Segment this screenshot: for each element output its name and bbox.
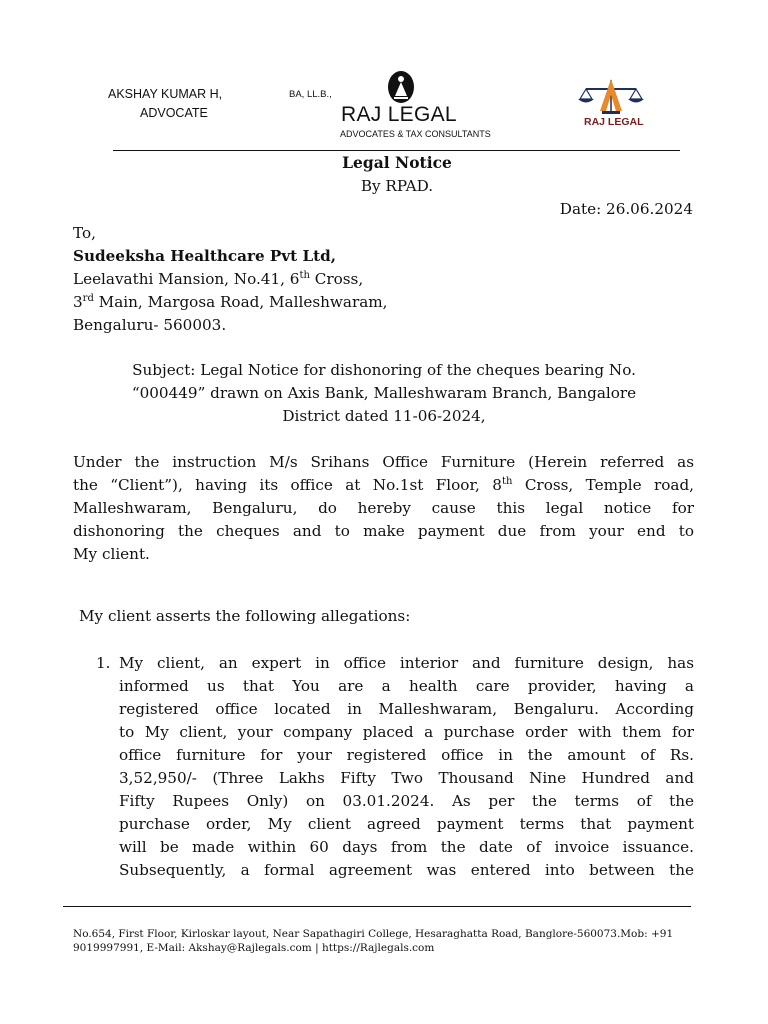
intro-line: Malleshwaram, Bengaluru, do hereby cause this legal notice for bbox=[73, 499, 694, 517]
firm-emblem-logo bbox=[385, 69, 417, 105]
allegation-line: informed us that You are a health care provider, having a bbox=[119, 677, 694, 695]
allegation-number: 1. bbox=[96, 654, 111, 672]
intro-paragraph bbox=[73, 451, 694, 566]
firm-name: RAJ LEGAL bbox=[341, 103, 457, 126]
footer-line-2: 9019997991, E-Mail: Akshay@Rajlegals.com | https://Rajlegals.com bbox=[73, 942, 435, 954]
allegation-line: will be made within 60 days from the date of invoice issuance. bbox=[119, 838, 694, 856]
subject-line-1: Subject: Legal Notice for dishonoring of the cheques bearing No. bbox=[132, 361, 636, 379]
intro-line: dishonoring the cheques and to make payment due from your end to bbox=[73, 522, 694, 540]
degree: BA, LL.B., bbox=[289, 89, 332, 100]
subject-line-2: “000449” drawn on Axis Bank, Malleshwaram Branch, Bangalore bbox=[131, 384, 637, 402]
allegation-line: Subsequently, a formal agreement was entered into between the bbox=[119, 861, 694, 879]
advocate-title: ADVOCATE bbox=[140, 106, 208, 120]
allegations-heading: My client asserts the following allegations: bbox=[79, 607, 411, 625]
footer-divider bbox=[63, 906, 691, 907]
recipient-address-line-2: 3rd Main, Margosa Road, Malleshwaram, bbox=[73, 292, 388, 311]
allegation-line: Fifty Rupees Only) on 03.01.2024. As per the terms of the bbox=[119, 792, 694, 810]
intro-line: Under the instruction M/s Srihans Office Furniture (Herein referred as bbox=[73, 453, 694, 471]
allegation-1-text bbox=[119, 652, 694, 882]
firm-tagline: ADVOCATES & TAX CONSULTANTS bbox=[340, 129, 491, 139]
footer-line-1: No.654, First Floor, Kirloskar layout, Near Sapathagiri College, Hesaraghatta Road, Banglore-560073.Mob: +91 bbox=[73, 928, 674, 940]
notice-title: Legal Notice bbox=[342, 153, 452, 172]
recipient-address-line-1: Leelavathi Mansion, No.41, 6th Cross, bbox=[73, 269, 364, 288]
allegation-line: My client, an expert in office interior and furniture design, has bbox=[119, 654, 694, 672]
intro-line: My client. bbox=[73, 545, 150, 563]
allegation-line: registered office located in Malleshwaram, Bengaluru. According bbox=[119, 700, 694, 718]
recipient-address-line-3: Bengaluru- 560003. bbox=[73, 316, 227, 334]
recipient-to: To, bbox=[73, 224, 96, 242]
raj-legal-logo bbox=[576, 75, 646, 131]
advocate-name: AKSHAY KUMAR H, bbox=[108, 87, 223, 101]
header-divider bbox=[113, 150, 680, 151]
recipient-company: Sudeeksha Healthcare Pvt Ltd, bbox=[73, 247, 337, 265]
allegation-line: purchase order, My client agreed payment terms that payment bbox=[119, 815, 694, 833]
notice-mode: By RPAD. bbox=[360, 177, 434, 195]
allegation-line: to My client, your company placed a purchase order with them for bbox=[119, 723, 694, 741]
allegation-line: 3,52,950/- (Three Lakhs Fifty Two Thousand Nine Hundred and bbox=[119, 769, 694, 787]
notice-date: Date: 26.06.2024 bbox=[559, 200, 693, 218]
allegation-line: office furniture for your registered office in the amount of Rs. bbox=[119, 746, 694, 764]
subject-block bbox=[73, 359, 695, 428]
footer-address bbox=[73, 927, 673, 955]
subject-line-3: District dated 11-06-2024, bbox=[282, 407, 486, 425]
intro-line: the “Client”), having its office at No.1st Floor, 8th Cross, Temple road, bbox=[73, 475, 694, 494]
recipient-block bbox=[73, 222, 693, 337]
logo-right-text: RAJ LEGAL bbox=[584, 116, 644, 128]
